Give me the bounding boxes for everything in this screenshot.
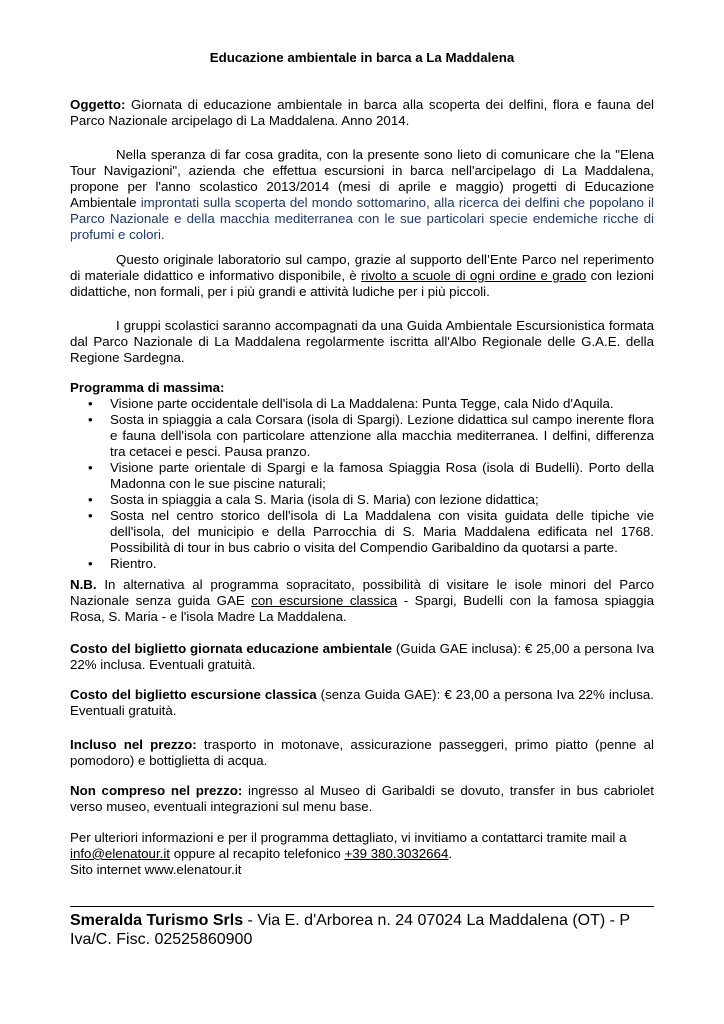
intro-paragraph xyxy=(70,147,654,243)
intro-text: Nella speranza di far cosa gradita, con la presente sono lieto di comunicare che la "Elena Tour Navigazioni", azienda che effettua escursioni in barca nell'arcipelago di La Maddalena, propone per l'anno scolastico 2013/2014 (mesi di aprile e maggio) progetti di Educazione Ambientale xyxy=(70,147,654,210)
costo-classica-text: (senza Guida GAE): € 23,00 a persona Iva 22% inclusa. Eventuali gratuità. xyxy=(70,687,654,718)
nb-label: N.B. xyxy=(70,577,97,592)
oggetto-text: Giornata di educazione ambientale in barca alla scoperta dei delfini, flora e fauna del Parco Nazionale arcipelago di La Maddalena. Anno 2014. xyxy=(70,97,654,128)
contatti-end: . xyxy=(448,846,453,861)
list-item xyxy=(88,556,654,572)
list-item xyxy=(88,460,654,492)
oggetto-paragraph xyxy=(70,97,654,129)
contatti-line-1: Per ulteriori informazioni e per il programma dettagliato, vi invitiamo a contattarci tramite mail a xyxy=(70,830,627,845)
laboratorio-paragraph xyxy=(70,252,654,300)
bullet-icon: • xyxy=(88,556,93,571)
footer xyxy=(70,911,654,949)
nb-paragraph xyxy=(70,577,654,625)
bullet-icon: • xyxy=(88,460,93,475)
incluso-label: Incluso nel prezzo: xyxy=(70,737,197,752)
costo-educazione-paragraph xyxy=(70,641,654,673)
oggetto-label: Oggetto: xyxy=(70,97,126,112)
laboratorio-underlined: rivolto a scuole di ogni ordine e grado xyxy=(361,268,587,283)
costo-educazione-label: Costo del biglietto giornata educazione ambientale xyxy=(70,641,393,656)
email-link[interactable]: info@elenatour.it xyxy=(70,846,170,861)
non-compreso-text: ingresso al Museo di Garibaldi se dovuto, transfer in bus cabriolet verso museo, eventuali integrazioni sul menu base. xyxy=(70,783,654,814)
contatti-middle: oppure al recapito telefonico xyxy=(170,846,345,861)
gruppi-paragraph xyxy=(70,318,654,366)
laboratorio-text-1: Questo originale laboratorio sul campo, grazie al supporto dell’Ente Parco nel reperimento di materiale didattico e informativo disponibile, è xyxy=(70,252,654,283)
bullet-icon: • xyxy=(88,492,93,507)
incluso-text: trasporto in motonave, assicurazione passeggeri, primo piatto (penne al pomodoro) e bottiglietta di acqua. xyxy=(70,737,655,768)
footer-company: Smeralda Turismo Srls xyxy=(70,912,244,929)
list-item-text: Sosta nel centro storico dell'isola di La Maddalena con visita guidata delle tipiche vie dell'isola, del municipio e della Parrocchia di S. Maria Maddalena edificata nel 1768. Possibilità di tour in bus cabrio o visita del Compendio Garibaldino da quotarsi a parte. xyxy=(110,508,654,555)
bullet-icon: • xyxy=(88,412,93,427)
list-item-text: Sosta in spiaggia a cala S. Maria (isola di S. Maria) con lezione didattica; xyxy=(110,492,539,507)
contatti-paragraph xyxy=(70,830,654,878)
programma-list xyxy=(88,396,654,572)
intro-highlight: improntati sulla scoperta del mondo sottomarino, alla ricerca dei delfini che popolano il Parco Nazionale e della macchia mediterranea con le sue particolari specie endemiche ricche di profumi e colori. xyxy=(70,195,655,242)
document-title: Educazione ambientale in barca a La Maddalena xyxy=(209,50,515,65)
laboratorio-text-2: con lezioni didattiche, non formali, per i più grandi e attività ludiche per i più piccoli. xyxy=(70,268,654,299)
non-compreso-label: Non compreso nel prezzo: xyxy=(70,783,243,798)
nb-text-1: In alternativa al programma sopracitato, possibilità di visitare le isole minori del Parco Nazionale senza guida GAE xyxy=(70,577,654,608)
bullet-icon: • xyxy=(88,508,93,523)
footer-divider xyxy=(70,906,654,907)
footer-address: - Via E. d'Arborea n. 24 07024 La Maddalena (OT) - P Iva/C. Fisc. 02525860900 xyxy=(70,912,630,948)
costo-classica-label: Costo del biglietto escursione classica xyxy=(70,687,317,702)
website-text: Sito internet www.elenatour.it xyxy=(70,862,242,877)
nb-text-2: - Spargi, Budelli con la famosa spiaggia Rosa, S. Maria - e l'isola Madre La Maddalena. xyxy=(70,593,654,624)
list-item-text: Sosta in spiaggia a cala Corsara (isola di Spargi). Lezione didattica sul campo inerente flora e fauna dell'isola con particolare attenzione alla macchia mediterranea. I delfini, differenza tra cetacei e pesci. Pausa pranzo. xyxy=(110,412,654,459)
non-compreso-paragraph xyxy=(70,783,654,815)
programma-heading xyxy=(70,380,654,396)
list-item-text: Visione parte occidentale dell'isola di La Maddalena: Punta Tegge, cala Nido d'Aquila. xyxy=(110,396,614,411)
gruppi-text: I gruppi scolastici saranno accompagnati da una Guida Ambientale Escursionistica formata dal Parco Nazionale di La Maddalena regolarmente iscritta all'Albo Regionale delle G.A.E. della Regione Sardegna. xyxy=(70,318,654,365)
list-item-text: Visione parte orientale di Spargi e la famosa Spiaggia Rosa (isola di Budelli). Porto della Madonna con le sue piscine naturali; xyxy=(110,460,654,491)
phone-link[interactable]: +39 380.3032664 xyxy=(344,846,449,861)
list-item-text: Rientro. xyxy=(110,556,157,571)
list-item xyxy=(88,508,654,556)
costo-classica-paragraph xyxy=(70,687,654,719)
programma-heading-text: Programma di massima: xyxy=(70,380,225,395)
nb-underlined: con escursione classica xyxy=(251,593,398,608)
list-item xyxy=(88,492,654,508)
list-item xyxy=(88,396,654,412)
incluso-paragraph xyxy=(70,737,654,769)
list-item xyxy=(88,412,654,460)
bullet-icon: • xyxy=(88,396,93,411)
costo-educazione-text: (Guida GAE inclusa): € 25,00 a persona Iva 22% inclusa. Eventuali gratuità. xyxy=(70,641,654,672)
